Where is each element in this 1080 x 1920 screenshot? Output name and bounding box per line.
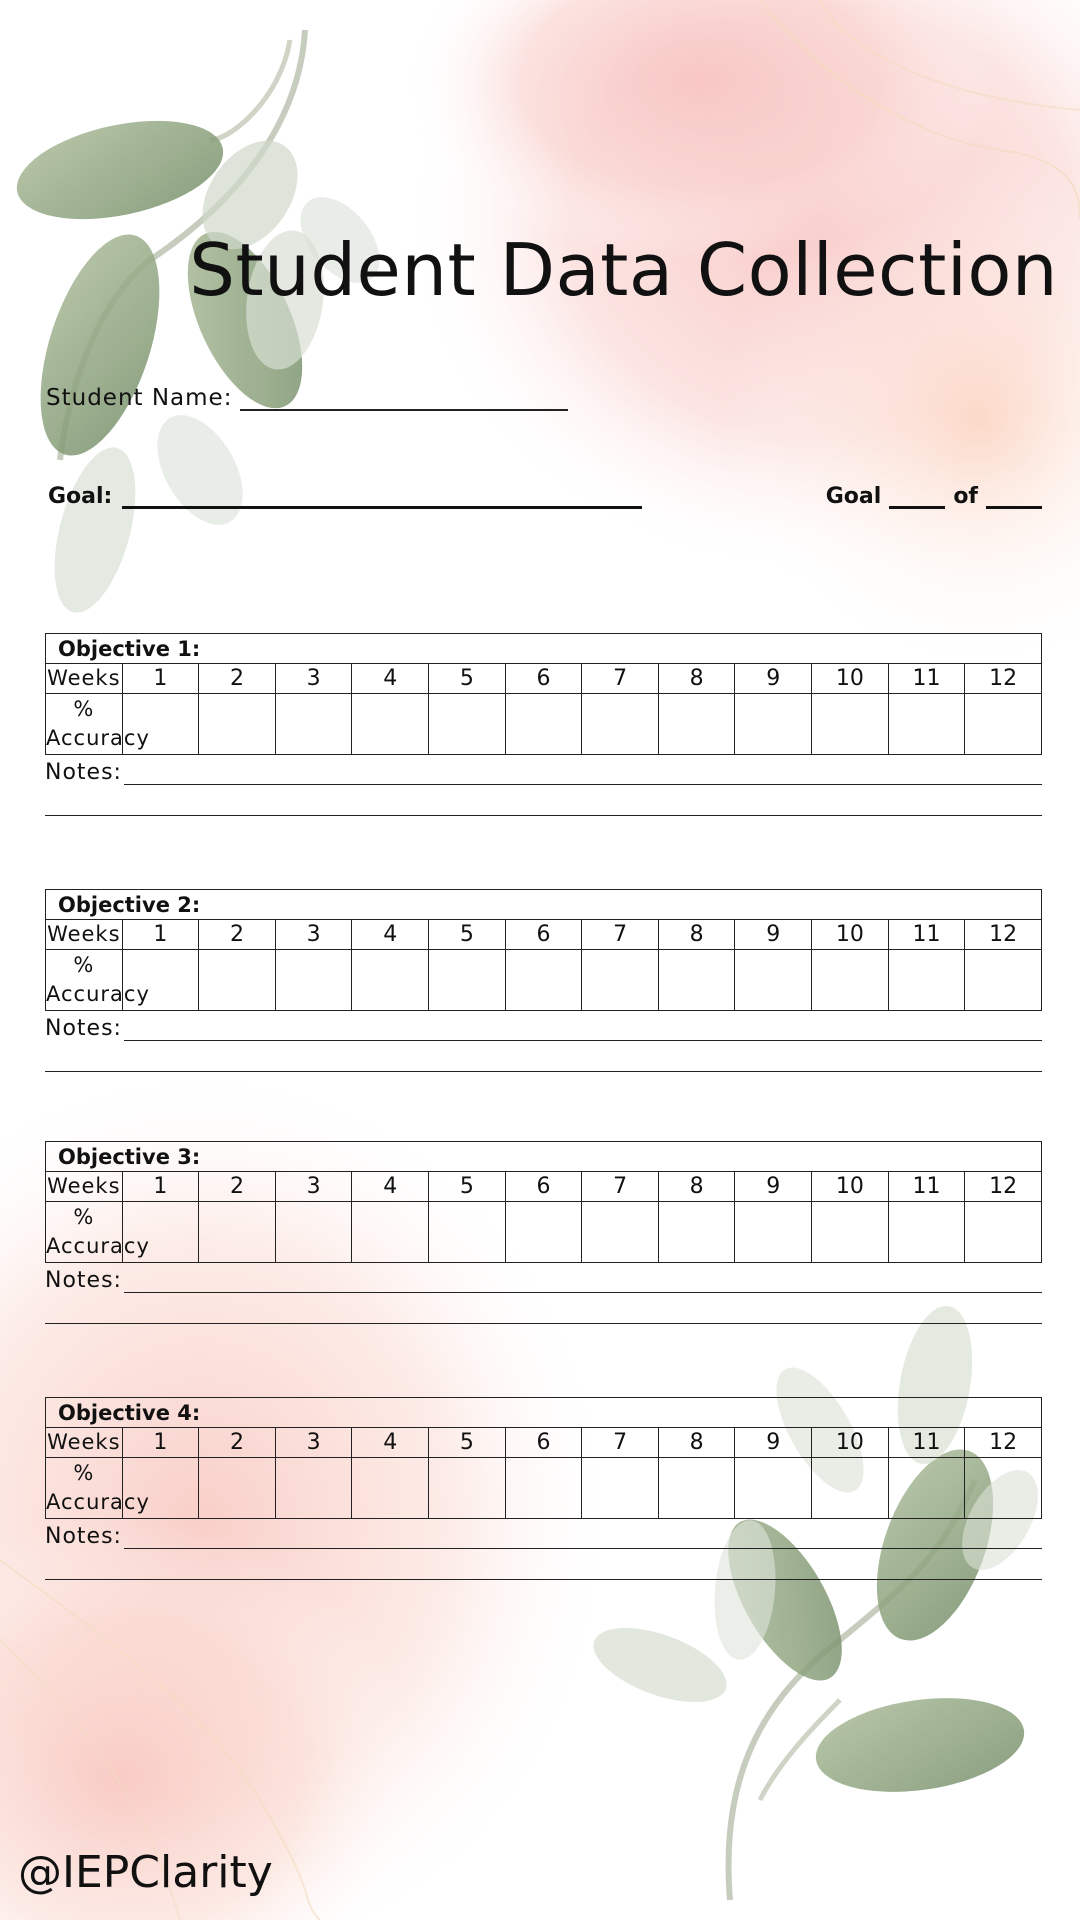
objective-section xyxy=(45,1141,1042,1324)
week-number: 9 xyxy=(735,1172,812,1202)
page-title: Student Data Collection xyxy=(189,228,1058,312)
objective-section xyxy=(45,889,1042,1072)
goal-label: Goal: xyxy=(48,484,113,509)
week-number: 2 xyxy=(199,920,276,950)
accuracy-label xyxy=(46,1202,150,1263)
notes-line[interactable] xyxy=(45,1041,1042,1072)
notes-line[interactable] xyxy=(124,1020,1042,1041)
objective-title: Objective 1: xyxy=(46,634,1042,664)
accuracy-cell[interactable] xyxy=(812,1458,889,1519)
week-number: 5 xyxy=(429,1172,506,1202)
week-number: 10 xyxy=(812,1428,889,1458)
accuracy-cell[interactable] xyxy=(505,1458,582,1519)
accuracy-cell[interactable] xyxy=(965,1202,1042,1263)
accuracy-cell[interactable] xyxy=(199,1458,276,1519)
week-number: 11 xyxy=(888,1428,965,1458)
notes-label: Notes: xyxy=(45,760,122,785)
week-number: 11 xyxy=(888,920,965,950)
week-number: 2 xyxy=(199,1172,276,1202)
week-number: 6 xyxy=(505,920,582,950)
accuracy-cell[interactable] xyxy=(735,950,812,1011)
accuracy-cell[interactable] xyxy=(199,950,276,1011)
accuracy-word: Accuracy xyxy=(46,1234,150,1258)
accuracy-word: Accuracy xyxy=(46,982,150,1006)
notes-line[interactable] xyxy=(45,1549,1042,1580)
notes-line[interactable] xyxy=(45,1293,1042,1324)
week-number: 11 xyxy=(888,1172,965,1202)
accuracy-cell[interactable] xyxy=(505,694,582,755)
week-number: 12 xyxy=(965,664,1042,694)
accuracy-cell[interactable] xyxy=(812,950,889,1011)
accuracy-pct: % xyxy=(73,1205,95,1229)
objective-section xyxy=(45,1397,1042,1580)
accuracy-label xyxy=(46,1458,150,1519)
accuracy-cell[interactable] xyxy=(735,1202,812,1263)
notes-line[interactable] xyxy=(124,764,1042,785)
accuracy-cell[interactable] xyxy=(582,1458,659,1519)
week-number: 2 xyxy=(199,664,276,694)
week-number: 4 xyxy=(352,1172,429,1202)
goal-field[interactable] xyxy=(122,486,642,509)
notes-label: Notes: xyxy=(45,1268,122,1293)
accuracy-cell[interactable] xyxy=(812,1202,889,1263)
accuracy-cell[interactable] xyxy=(888,1458,965,1519)
accuracy-cell[interactable] xyxy=(888,1202,965,1263)
week-number: 2 xyxy=(199,1428,276,1458)
weeks-label: Weeks xyxy=(46,1428,123,1458)
accuracy-pct: % xyxy=(73,953,95,977)
accuracy-cell[interactable] xyxy=(352,694,429,755)
notes-label: Notes: xyxy=(45,1016,122,1041)
accuracy-pct: % xyxy=(73,697,95,721)
notes-row xyxy=(45,1015,1042,1041)
accuracy-cell[interactable] xyxy=(582,1202,659,1263)
accuracy-word: Accuracy xyxy=(46,726,150,750)
accuracy-cell[interactable] xyxy=(658,694,735,755)
week-number: 4 xyxy=(352,664,429,694)
week-number: 9 xyxy=(735,1428,812,1458)
notes-row xyxy=(45,1523,1042,1549)
of-word: of xyxy=(953,484,978,509)
accuracy-cell[interactable] xyxy=(352,1458,429,1519)
objective-table xyxy=(45,889,1042,1011)
accuracy-cell[interactable] xyxy=(888,950,965,1011)
goal-number-field[interactable] xyxy=(889,486,945,509)
objective-title: Objective 4: xyxy=(46,1398,1042,1428)
objective-title: Objective 2: xyxy=(46,890,1042,920)
week-number: 6 xyxy=(505,1172,582,1202)
student-name-field[interactable] xyxy=(240,387,568,411)
week-number: 4 xyxy=(352,1428,429,1458)
accuracy-cell[interactable] xyxy=(275,1202,352,1263)
accuracy-cell[interactable] xyxy=(965,1458,1042,1519)
week-number: 12 xyxy=(965,1428,1042,1458)
week-number: 7 xyxy=(582,920,659,950)
week-number: 6 xyxy=(505,664,582,694)
weeks-label: Weeks xyxy=(46,1172,123,1202)
goal-total-field[interactable] xyxy=(986,486,1042,509)
week-number: 3 xyxy=(275,920,352,950)
week-number: 10 xyxy=(812,1172,889,1202)
objective-table xyxy=(45,1397,1042,1519)
accuracy-cell[interactable] xyxy=(965,950,1042,1011)
week-number: 5 xyxy=(429,1428,506,1458)
objective-table xyxy=(45,1141,1042,1263)
goal-of-row xyxy=(826,484,1042,509)
accuracy-cell[interactable] xyxy=(735,694,812,755)
weeks-label: Weeks xyxy=(46,920,123,950)
week-number: 10 xyxy=(812,920,889,950)
accuracy-cell[interactable] xyxy=(275,694,352,755)
accuracy-cell[interactable] xyxy=(505,1202,582,1263)
week-number: 12 xyxy=(965,1172,1042,1202)
accuracy-cell[interactable] xyxy=(199,1202,276,1263)
goal-word: Goal xyxy=(825,484,882,509)
accuracy-cell[interactable] xyxy=(582,950,659,1011)
week-number: 1 xyxy=(122,1428,199,1458)
week-number: 9 xyxy=(735,920,812,950)
accuracy-cell[interactable] xyxy=(275,1458,352,1519)
accuracy-cell[interactable] xyxy=(429,950,506,1011)
author-handle: @IEPClarity xyxy=(18,1847,273,1898)
week-number: 3 xyxy=(275,1172,352,1202)
student-name-row xyxy=(46,385,568,411)
week-number: 1 xyxy=(122,664,199,694)
accuracy-cell[interactable] xyxy=(199,694,276,755)
accuracy-cell[interactable] xyxy=(429,1458,506,1519)
week-number: 8 xyxy=(658,1172,735,1202)
accuracy-cell[interactable] xyxy=(735,1458,812,1519)
accuracy-cell[interactable] xyxy=(888,694,965,755)
week-number: 10 xyxy=(812,664,889,694)
week-number: 9 xyxy=(735,664,812,694)
week-number: 7 xyxy=(582,1428,659,1458)
accuracy-cell[interactable] xyxy=(352,950,429,1011)
accuracy-cell[interactable] xyxy=(429,1202,506,1263)
week-number: 4 xyxy=(352,920,429,950)
week-number: 12 xyxy=(965,920,1042,950)
notes-line[interactable] xyxy=(124,1528,1042,1549)
objective-section xyxy=(45,633,1042,816)
week-number: 8 xyxy=(658,920,735,950)
week-number: 7 xyxy=(582,1172,659,1202)
notes-line[interactable] xyxy=(124,1272,1042,1293)
accuracy-cell[interactable] xyxy=(275,950,352,1011)
accuracy-cell[interactable] xyxy=(505,950,582,1011)
accuracy-cell[interactable] xyxy=(658,1202,735,1263)
goal-row xyxy=(48,484,642,509)
weeks-label: Weeks xyxy=(46,664,123,694)
notes-row xyxy=(45,759,1042,785)
week-number: 5 xyxy=(429,664,506,694)
accuracy-cell[interactable] xyxy=(658,950,735,1011)
accuracy-pct: % xyxy=(73,1461,95,1485)
week-number: 5 xyxy=(429,920,506,950)
week-number: 8 xyxy=(658,664,735,694)
week-number: 6 xyxy=(505,1428,582,1458)
week-number: 11 xyxy=(888,664,965,694)
accuracy-cell[interactable] xyxy=(812,694,889,755)
objective-title: Objective 3: xyxy=(46,1142,1042,1172)
accuracy-cell[interactable] xyxy=(582,694,659,755)
accuracy-cell[interactable] xyxy=(352,1202,429,1263)
accuracy-cell[interactable] xyxy=(429,694,506,755)
student-name-label: Student Name: xyxy=(46,385,233,411)
accuracy-cell[interactable] xyxy=(965,694,1042,755)
week-number: 3 xyxy=(275,664,352,694)
notes-line[interactable] xyxy=(45,785,1042,816)
accuracy-label xyxy=(46,950,150,1011)
week-number: 3 xyxy=(275,1428,352,1458)
accuracy-label xyxy=(46,694,150,755)
objective-table xyxy=(45,633,1042,755)
week-number: 8 xyxy=(658,1428,735,1458)
week-number: 7 xyxy=(582,664,659,694)
accuracy-cell[interactable] xyxy=(658,1458,735,1519)
accuracy-word: Accuracy xyxy=(46,1490,150,1514)
week-number: 1 xyxy=(122,920,199,950)
notes-label: Notes: xyxy=(45,1524,122,1549)
notes-row xyxy=(45,1267,1042,1293)
week-number: 1 xyxy=(122,1172,199,1202)
